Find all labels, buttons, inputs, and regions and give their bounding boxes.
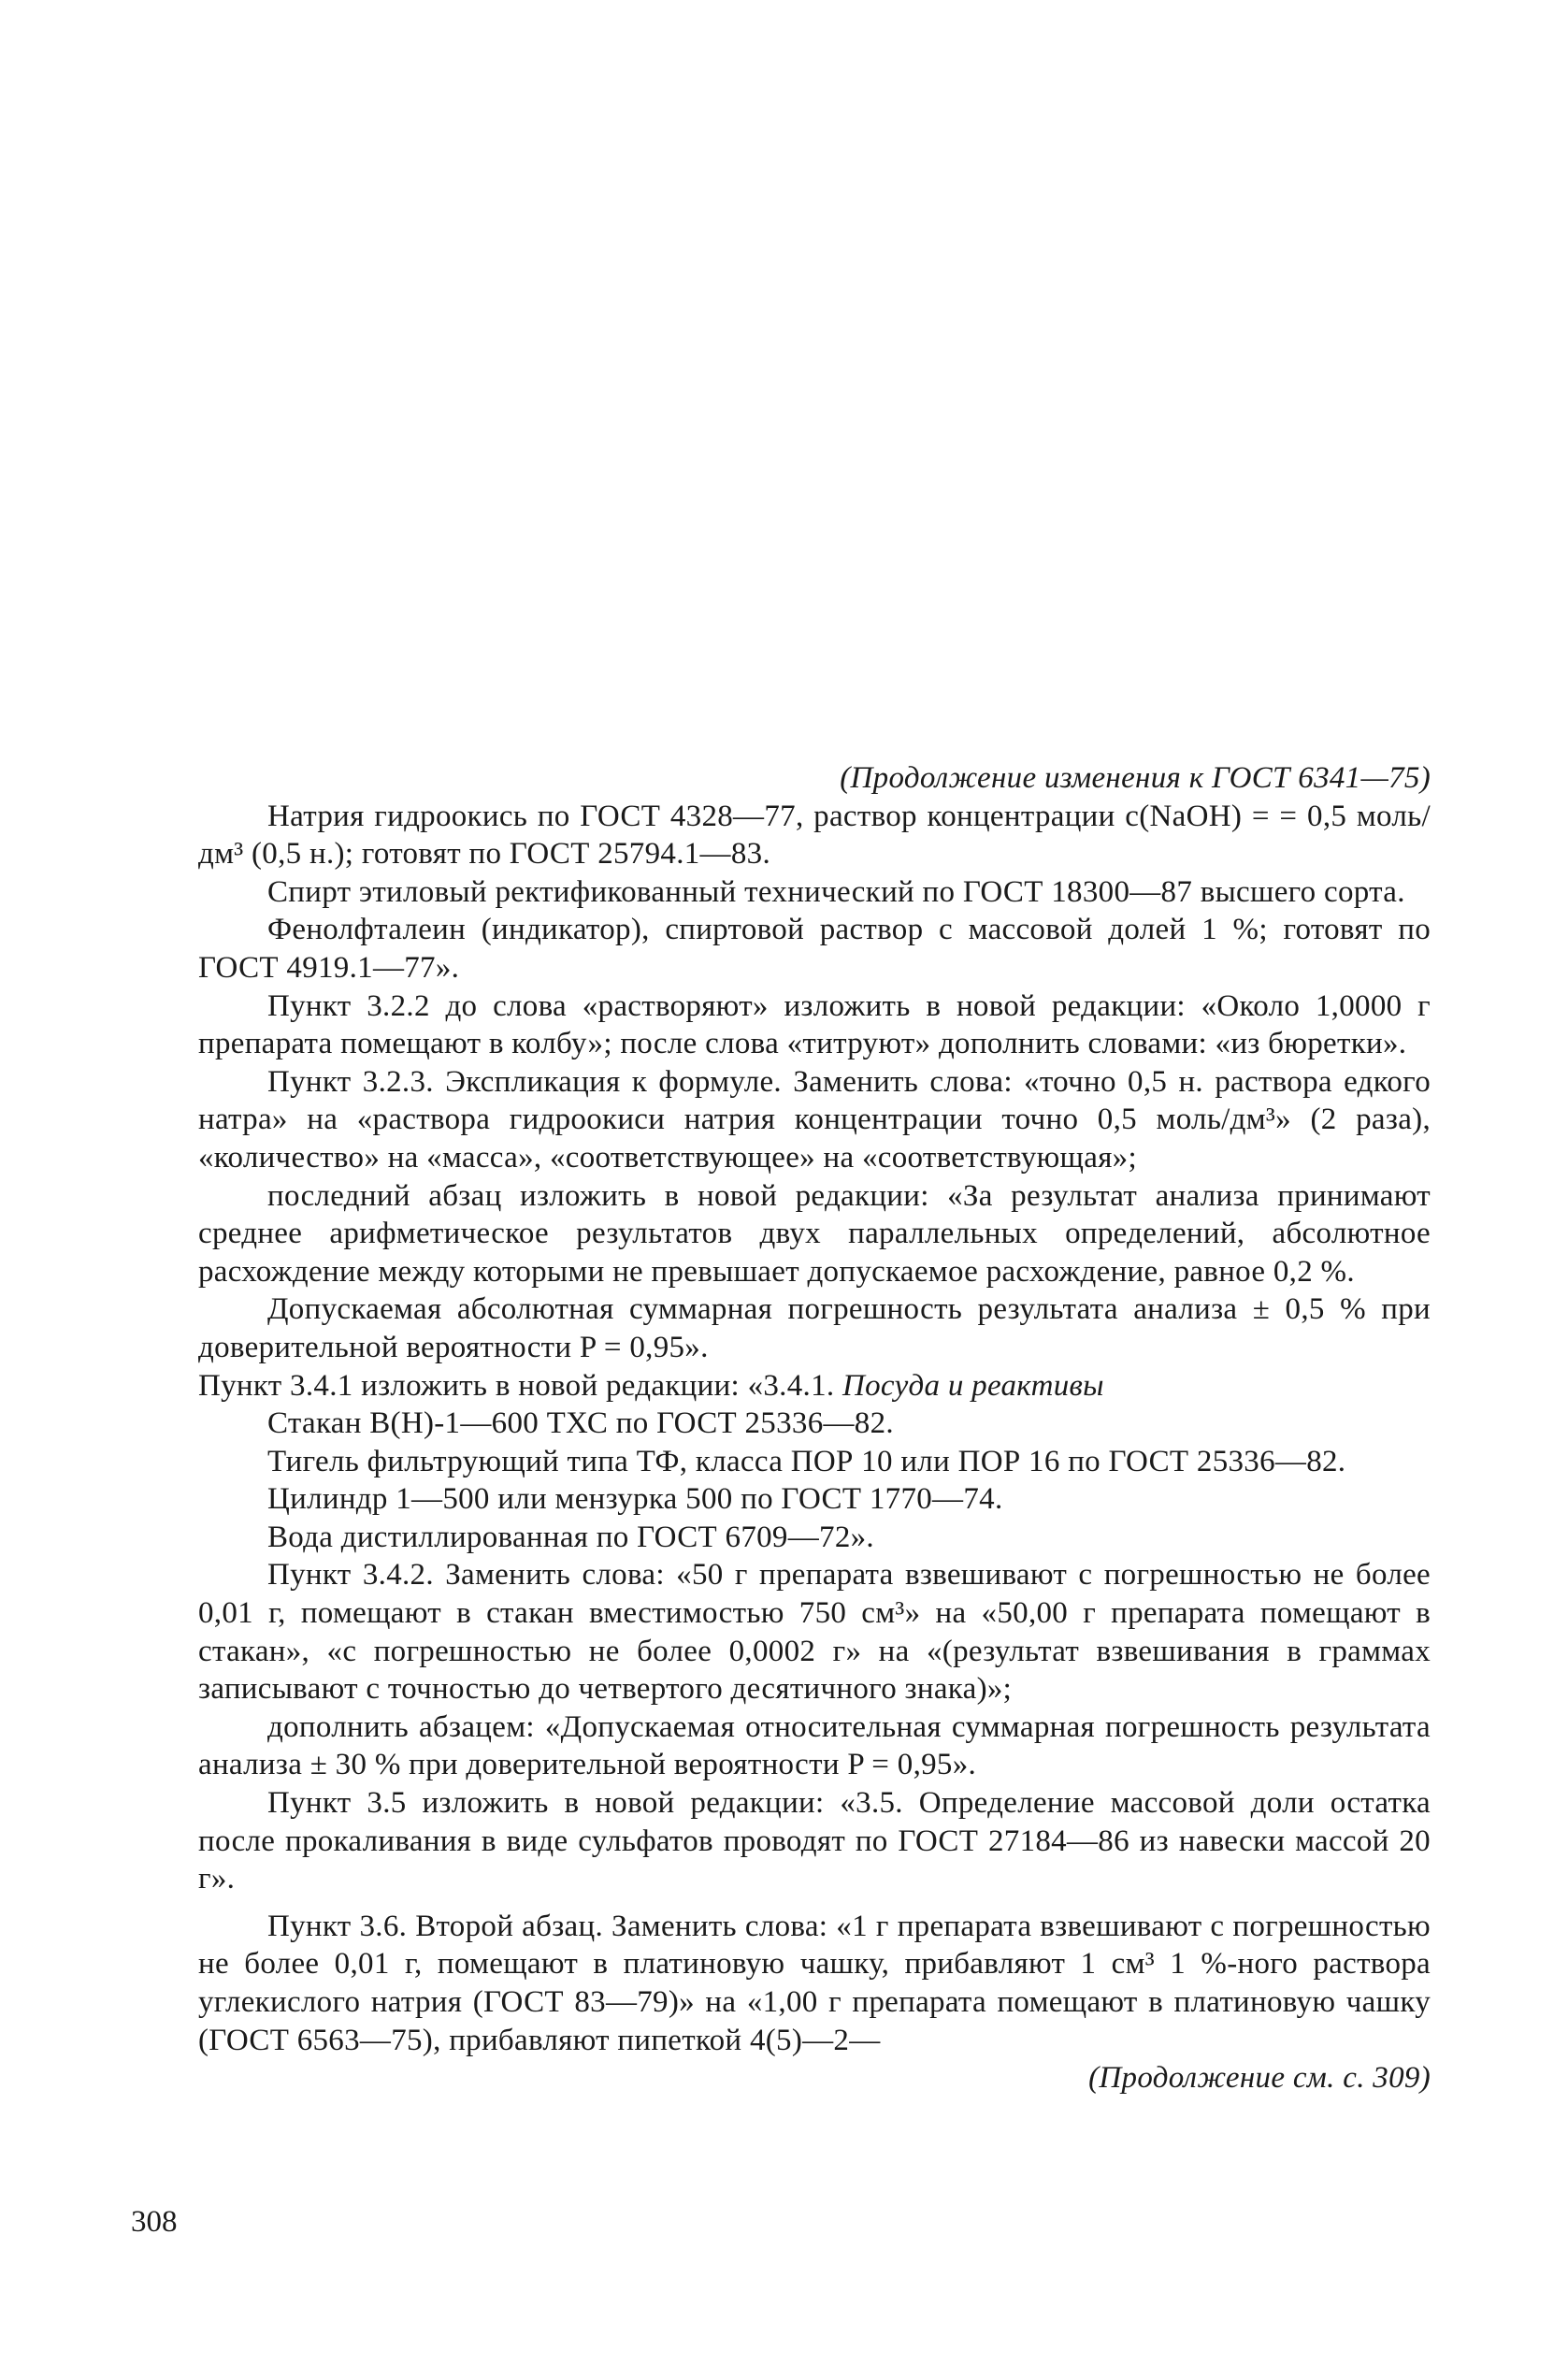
paragraph: Допускаемая абсолютная суммарная погрешность результата анализа ± 0,5 % при доверительной вероятности P = 0,95».	[198, 1292, 1431, 1364]
paragraph: Цилиндр 1—500 или мензурка 500 по ГОСТ 1770—74.	[267, 1482, 1003, 1517]
paragraph: Пункт 3.2.3. Экспликация к формуле. Заменить слова: «точно 0,5 н. раствора едкого натра» на «раствора гидроокиси натрия концентрации точно 0,5 моль/дм³» (2 раза), «количество» на «масса», «соответствующее» на «соответствующая»;	[198, 1064, 1431, 1175]
paragraph: Пункт 3.4.2. Заменить слова: «50 г препарата взвешивают с погрешностью не более 0,01 г, помещают в стакан вместимостью 750 см³» на «50,00 г препарата помещают в стакан», «с погрешностью не более 0,0002 г» на «(результат взвешивания в граммах записывают с точностью до четвертого десятичного знака)»;	[198, 1558, 1431, 1707]
paragraph: Тигель фильтрующий типа ТФ, класса ПОР 10 или ПОР 16 по ГОСТ 25336—82.	[267, 1444, 1346, 1478]
paragraph: дополнить абзацем: «Допускаемая относительная суммарная погрешность результата анализа ± 30 % при доверительной вероятности P = 0,95».	[198, 1709, 1431, 1782]
page-number: 308	[131, 2205, 178, 2239]
section-title: Посуда и реактивы	[842, 1368, 1104, 1403]
page-body	[198, 759, 1431, 2097]
continuation-footer: (Продолжение см. с. 309)	[1088, 2061, 1431, 2096]
paragraph: Вода дистиллированная по ГОСТ 6709—72».	[267, 1520, 874, 1554]
paragraph: Пункт 3.6. Второй абзац. Заменить слова: «1 г препарата взвешивают с погрешностью не более 0,01 г, помещают в платиновую чашку, прибавляют 1 см³ 1 %-ного раствора углекислого натрия (ГОСТ 83—79)» на «1,00 г препарата помещают в платиновую чашку (ГОСТ 6563—75), прибавляют пипеткой 4(5)—2—	[198, 1909, 1431, 2057]
paragraph: последний абзац изложить в новой редакции: «За результат анализа принимают среднее арифметическое результатов двух параллельных определений, абсолютное расхождение между которыми не превышает допускаемое расхождение, равное 0,2 %.	[198, 1178, 1431, 1289]
paragraph: Натрия гидроокись по ГОСТ 4328—77, раствор концентрации c(NaOH) = = 0,5 моль/дм³ (0,5 н.); готовят по ГОСТ 25794.1—83.	[198, 799, 1431, 872]
paragraph: Пункт 3.5 изложить в новой редакции: «3.5. Определение массовой доли остатка после прокаливания в виде сульфатов проводят по ГОСТ 27184—86 из навески массой 20 г».	[198, 1786, 1431, 1896]
paragraph: Фенолфталеин (индикатор), спиртовой раствор с массовой долей 1 %; готовят по ГОСТ 4919.1—77».	[198, 913, 1431, 985]
continuation-header: (Продолжение изменения к ГОСТ 6341—75)	[840, 761, 1431, 795]
paragraph-item-3-4-1	[198, 1367, 1431, 1405]
paragraph: Стакан В(Н)-1—600 ТХС по ГОСТ 25336—82.	[267, 1406, 894, 1441]
paragraph-lead: Пункт 3.4.1 изложить в новой редакции: «3.4.1.	[198, 1368, 842, 1403]
paragraph: Спирт этиловый ректификованный технический по ГОСТ 18300—87 высшего сорта.	[267, 874, 1405, 909]
paragraph: Пункт 3.2.2 до слова «растворяют» изложить в новой редакции: «Около 1,0000 г препарата помещают в колбу»; после слова «титруют» дополнить словами: «из бюретки».	[198, 988, 1431, 1061]
